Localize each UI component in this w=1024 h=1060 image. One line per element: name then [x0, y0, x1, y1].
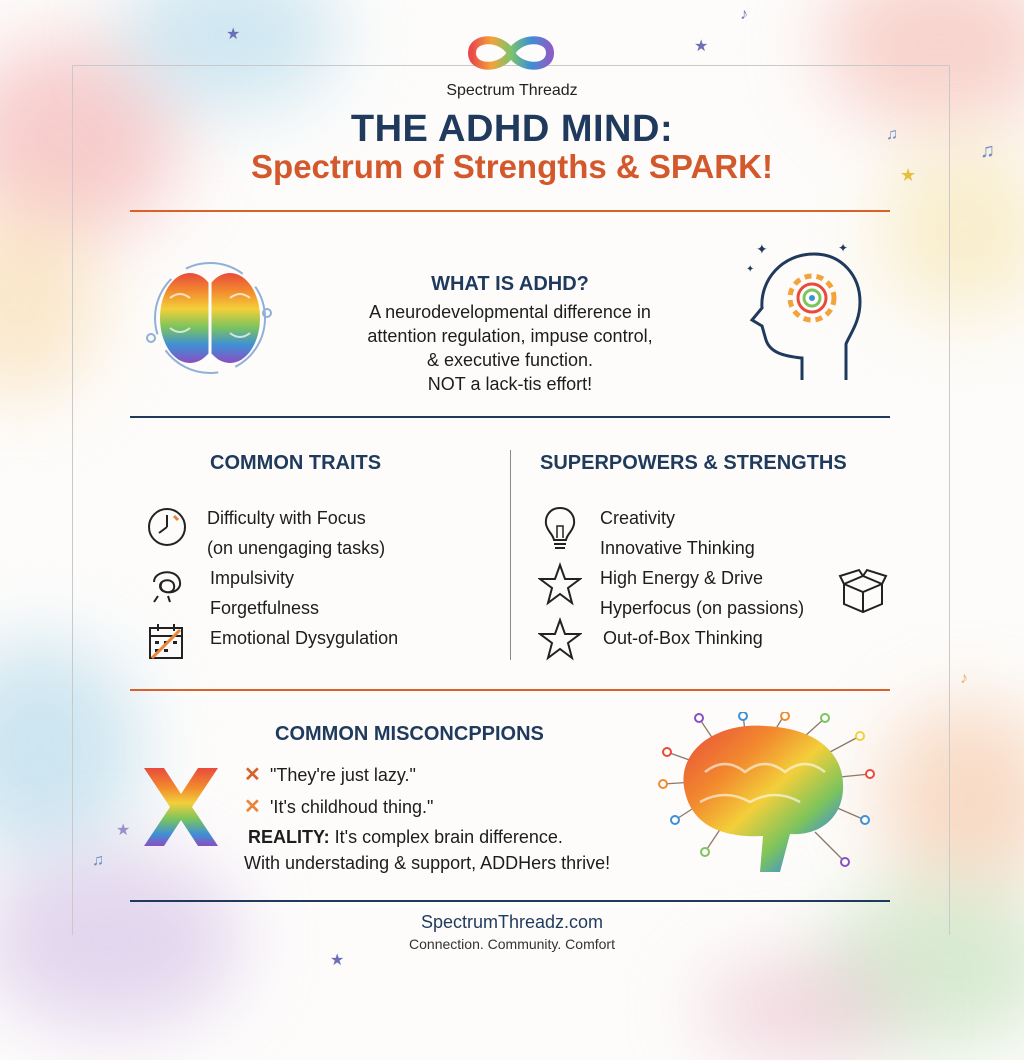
svg-text:✦: ✦	[756, 242, 768, 258]
column-divider	[510, 450, 511, 660]
divider-orange	[130, 689, 890, 691]
what-is-line: NOT a lack-tis effort!	[427, 374, 593, 394]
clock-icon	[146, 506, 188, 548]
infinity-logo-icon	[462, 28, 560, 78]
trait-item: (on unengaging tasks)	[207, 538, 386, 558]
strengths-heading: SUPERPOWERS & STRENGTHS	[540, 452, 847, 474]
star-decoration-icon: ★	[330, 952, 345, 969]
divider-navy	[130, 900, 890, 902]
music-note-icon: ♪	[740, 6, 748, 23]
music-note-icon: ♪	[960, 670, 968, 687]
watercolor-wash	[700, 960, 900, 1060]
music-note-icon: ♫	[886, 126, 898, 143]
network-brain-icon	[655, 712, 880, 882]
reality-text: It's complex brain difference.	[329, 827, 563, 847]
music-note-icon: ♫	[980, 140, 995, 162]
lightbulb-icon	[542, 504, 578, 552]
traits-heading: COMMON TRAITS	[210, 452, 382, 474]
star-icon	[538, 617, 582, 661]
svg-text:✦: ✦	[746, 264, 755, 275]
myth-item: 'It's childhoud thing."	[270, 797, 434, 817]
rainbow-brain-icon	[145, 258, 275, 378]
star-decoration-icon: ★	[226, 26, 241, 43]
star-decoration-icon: ★	[694, 38, 709, 55]
misconceptions-heading: COMMON MISCONCPPIONS	[275, 723, 544, 745]
footer-site-link[interactable]: SpectrumThreadz.com	[420, 912, 604, 932]
what-is-line: & executive function.	[426, 350, 594, 370]
myth-item: "They're just lazy."	[270, 765, 416, 785]
tangle-icon	[146, 562, 188, 604]
divider-navy	[130, 416, 890, 418]
brand-name: Spectrum Threadz	[446, 82, 578, 99]
strength-item: Hyperfocus (on passions)	[600, 598, 805, 618]
what-is-line: attention regulation, impuse control,	[367, 326, 653, 346]
trait-item: Forgetfulness	[210, 598, 320, 618]
myth-cross-icon: ✕	[244, 796, 261, 818]
reality-statement	[248, 827, 563, 848]
what-is-heading: WHAT IS ADHD?	[431, 273, 589, 295]
head-gear-icon	[742, 240, 872, 385]
what-is-line: A neurodevelopmental difference in	[369, 302, 651, 322]
music-note-icon: ♫	[92, 852, 104, 869]
star-icon	[538, 562, 582, 606]
page-title: THE ADHD MIND:	[350, 108, 674, 150]
reality-label: REALITY:	[248, 827, 330, 847]
trait-item: Difficulty with Focus	[207, 508, 366, 528]
footer-tagline: Connection. Community. Comfort	[409, 936, 615, 952]
svg-text:✦: ✦	[838, 241, 849, 255]
reality-line2: With understading & support, ADDHers thrive!	[244, 853, 611, 873]
page-subtitle: Spectrum of Strengths & SPARK!	[251, 148, 773, 185]
star-decoration-icon: ★	[900, 165, 917, 185]
strength-item: Out-of-Box Thinking	[603, 628, 763, 648]
trait-item: Emotional Dysygulation	[210, 628, 399, 648]
myth-cross-icon: ✕	[244, 764, 261, 786]
calendar-icon	[146, 620, 186, 662]
cross-icon	[140, 764, 222, 850]
divider-orange	[130, 210, 890, 212]
trait-item: Impulsivity	[210, 568, 295, 588]
box-icon	[838, 568, 888, 614]
star-decoration-icon: ★	[116, 822, 131, 839]
strength-item: Creativity	[600, 508, 676, 528]
strength-item: Innovative Thinking	[600, 538, 755, 558]
strength-item: High Energy & Drive	[600, 568, 764, 588]
